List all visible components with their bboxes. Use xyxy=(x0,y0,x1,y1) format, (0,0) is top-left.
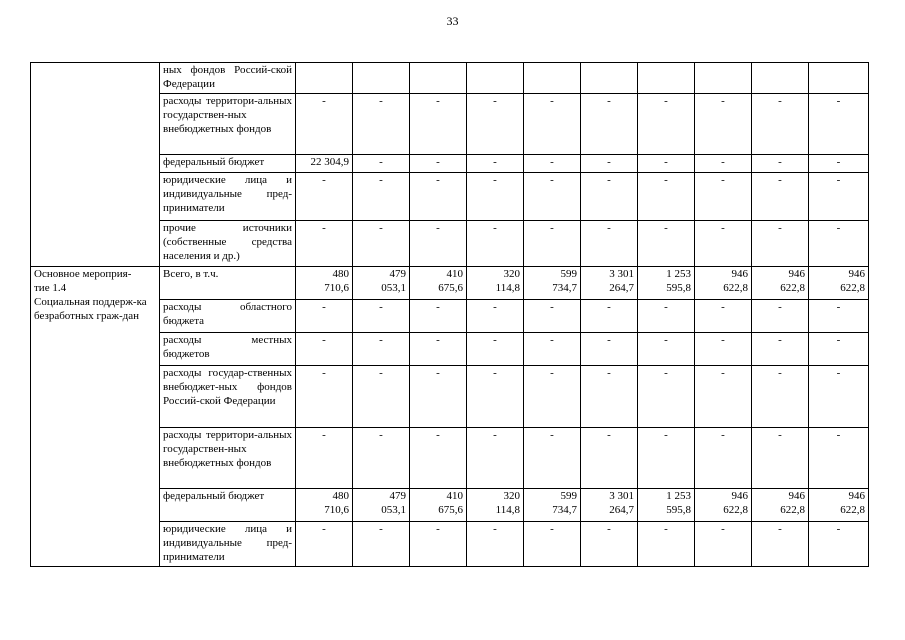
amount-line: 734,7 xyxy=(552,504,577,516)
amount-cell: - xyxy=(410,94,467,155)
funding-source-cell: федеральный бюджет xyxy=(160,155,296,173)
amount-cell xyxy=(581,267,638,300)
amount-cell: - xyxy=(524,428,581,489)
amount-cell: - xyxy=(410,522,467,567)
amount-line: 622,8 xyxy=(840,282,865,294)
amount-line: 622,8 xyxy=(723,504,748,516)
amount-cell xyxy=(467,489,524,522)
amount-line: 622,8 xyxy=(723,282,748,294)
amount-line: 053,1 xyxy=(381,282,406,294)
amount-line: 710,6 xyxy=(324,282,349,294)
amount-cell: - xyxy=(638,155,695,173)
amount-cell xyxy=(581,489,638,522)
funding-source-cell: расходы областного бюджета xyxy=(160,300,296,333)
amount-cell: - xyxy=(752,522,809,567)
event-cell-empty xyxy=(31,63,160,267)
amount-cell xyxy=(809,489,869,522)
amount-cell: - xyxy=(410,155,467,173)
amount-line: 675,6 xyxy=(438,282,463,294)
amount-cell: - xyxy=(752,333,809,366)
amount-cell xyxy=(695,489,752,522)
amount-line: 053,1 xyxy=(381,504,406,516)
event-name-line: Социальная поддерж-ка безработных граж-дан xyxy=(34,296,147,322)
amount-cell: - xyxy=(581,300,638,333)
amount-line: 320 xyxy=(503,268,520,280)
amount-cell: - xyxy=(524,333,581,366)
event-name-cell xyxy=(31,267,160,567)
amount-line: 410 xyxy=(446,490,463,502)
amount-cell xyxy=(410,489,467,522)
amount-cell xyxy=(524,489,581,522)
amount-cell: - xyxy=(695,155,752,173)
amount-cell xyxy=(296,267,353,300)
amount-cell: - xyxy=(581,173,638,221)
amount-cell: - xyxy=(296,428,353,489)
amount-cell: - xyxy=(467,94,524,155)
amount-cell: - xyxy=(353,155,410,173)
amount-line: 946 xyxy=(731,268,748,280)
amount-cell: - xyxy=(296,221,353,267)
amount-cell: - xyxy=(581,221,638,267)
amount-line: 480 xyxy=(332,268,349,280)
amount-cell: - xyxy=(809,300,869,333)
amount-cell xyxy=(638,63,695,94)
amount-cell: - xyxy=(296,333,353,366)
amount-cell: - xyxy=(467,173,524,221)
amount-cell: - xyxy=(296,300,353,333)
amount-cell xyxy=(695,267,752,300)
amount-cell: - xyxy=(296,94,353,155)
amount-cell: - xyxy=(467,428,524,489)
amount-cell: - xyxy=(353,300,410,333)
amount-cell: - xyxy=(809,522,869,567)
amount-cell: - xyxy=(638,94,695,155)
amount-cell: - xyxy=(296,522,353,567)
amount-line: 946 xyxy=(788,490,805,502)
amount-cell: - xyxy=(638,173,695,221)
amount-cell: - xyxy=(353,428,410,489)
amount-cell: - xyxy=(410,173,467,221)
amount-line: 480 xyxy=(332,490,349,502)
budget-table xyxy=(30,62,869,567)
amount-line: 3 301 xyxy=(609,490,634,502)
table-row xyxy=(31,267,869,300)
amount-cell: - xyxy=(752,221,809,267)
funding-source-cell: Всего, в т.ч. xyxy=(160,267,296,300)
amount-cell: - xyxy=(353,333,410,366)
amount-cell: - xyxy=(752,428,809,489)
amount-cell xyxy=(524,267,581,300)
amount-cell: - xyxy=(581,428,638,489)
amount-cell: - xyxy=(695,94,752,155)
amount-cell xyxy=(752,267,809,300)
amount-line: 114,8 xyxy=(495,282,520,294)
amount-cell xyxy=(809,63,869,94)
amount-line: 622,8 xyxy=(780,282,805,294)
funding-source-cell: юридические лица и индивидуальные пред-приниматели xyxy=(160,173,296,221)
amount-line: 1 253 xyxy=(666,268,691,280)
amount-cell xyxy=(638,267,695,300)
amount-cell: - xyxy=(353,366,410,428)
amount-cell xyxy=(524,63,581,94)
amount-line: 264,7 xyxy=(609,282,634,294)
amount-line: 675,6 xyxy=(438,504,463,516)
amount-cell: - xyxy=(467,155,524,173)
amount-line: 710,6 xyxy=(324,504,349,516)
amount-cell xyxy=(581,63,638,94)
amount-cell: - xyxy=(467,221,524,267)
amount-line: 320 xyxy=(503,490,520,502)
amount-cell xyxy=(410,267,467,300)
amount-line: 479 xyxy=(389,268,406,280)
event-name-line: Основное мероприя- xyxy=(34,268,132,280)
funding-source-cell: расходы местных бюджетов xyxy=(160,333,296,366)
amount-cell: - xyxy=(467,522,524,567)
amount-cell: - xyxy=(752,300,809,333)
amount-cell: - xyxy=(524,155,581,173)
amount-cell: - xyxy=(638,428,695,489)
amount-line: 264,7 xyxy=(609,504,634,516)
amount-cell: - xyxy=(638,221,695,267)
amount-cell: - xyxy=(524,221,581,267)
amount-cell: - xyxy=(581,94,638,155)
amount-cell: 22 304,9 xyxy=(296,155,353,173)
funding-source-cell: расходы территори-альных государствен-ных внебюджетных фондов xyxy=(160,94,296,155)
amount-cell xyxy=(467,267,524,300)
amount-cell xyxy=(752,63,809,94)
amount-cell: - xyxy=(752,366,809,428)
amount-line: 946 xyxy=(848,268,865,280)
amount-cell: - xyxy=(638,333,695,366)
amount-line: 599 xyxy=(560,490,577,502)
amount-cell: - xyxy=(581,333,638,366)
amount-cell: - xyxy=(410,366,467,428)
amount-cell: - xyxy=(638,300,695,333)
amount-cell: - xyxy=(581,522,638,567)
amount-cell: - xyxy=(752,173,809,221)
amount-line: 479 xyxy=(389,490,406,502)
amount-cell: - xyxy=(809,366,869,428)
amount-cell: - xyxy=(809,221,869,267)
amount-cell xyxy=(467,63,524,94)
amount-cell xyxy=(353,489,410,522)
event-name-line: тие 1.4 xyxy=(34,282,67,294)
amount-cell: - xyxy=(524,173,581,221)
amount-cell: - xyxy=(467,300,524,333)
amount-cell: - xyxy=(809,173,869,221)
amount-cell: - xyxy=(353,221,410,267)
amount-line: 599 xyxy=(560,268,577,280)
amount-cell xyxy=(353,63,410,94)
amount-cell: - xyxy=(410,333,467,366)
amount-cell xyxy=(695,63,752,94)
amount-cell xyxy=(638,489,695,522)
amount-cell: - xyxy=(638,522,695,567)
amount-cell: - xyxy=(410,300,467,333)
amount-cell: - xyxy=(809,333,869,366)
amount-cell: - xyxy=(695,173,752,221)
amount-cell: - xyxy=(581,366,638,428)
amount-cell xyxy=(752,489,809,522)
table-row xyxy=(31,63,869,94)
amount-cell: - xyxy=(296,366,353,428)
amount-cell: - xyxy=(467,366,524,428)
amount-line: 410 xyxy=(446,268,463,280)
amount-cell: - xyxy=(695,333,752,366)
amount-line: 946 xyxy=(788,268,805,280)
amount-cell: - xyxy=(809,94,869,155)
amount-line: 622,8 xyxy=(780,504,805,516)
amount-cell: - xyxy=(467,333,524,366)
funding-source-cell: федеральный бюджет xyxy=(160,489,296,522)
amount-line: 946 xyxy=(848,490,865,502)
amount-cell: - xyxy=(695,300,752,333)
amount-cell: - xyxy=(695,428,752,489)
amount-cell xyxy=(296,489,353,522)
amount-cell xyxy=(410,63,467,94)
amount-cell xyxy=(296,63,353,94)
amount-cell: - xyxy=(638,366,695,428)
amount-cell xyxy=(353,267,410,300)
amount-cell: - xyxy=(524,94,581,155)
amount-line: 622,8 xyxy=(840,504,865,516)
amount-cell: - xyxy=(809,155,869,173)
amount-cell: - xyxy=(353,94,410,155)
amount-cell xyxy=(809,267,869,300)
amount-cell: - xyxy=(695,522,752,567)
amount-cell: - xyxy=(524,366,581,428)
amount-cell: - xyxy=(524,300,581,333)
amount-cell: - xyxy=(353,522,410,567)
funding-source-cell: расходы территори-альных государствен-ных внебюджетных фондов xyxy=(160,428,296,489)
amount-cell: - xyxy=(695,221,752,267)
amount-cell: - xyxy=(296,173,353,221)
amount-line: 595,8 xyxy=(666,282,691,294)
amount-line: 946 xyxy=(731,490,748,502)
amount-cell: - xyxy=(809,428,869,489)
amount-cell: - xyxy=(752,94,809,155)
amount-line: 1 253 xyxy=(666,490,691,502)
amount-line: 114,8 xyxy=(495,504,520,516)
amount-cell: - xyxy=(524,522,581,567)
amount-cell: - xyxy=(752,155,809,173)
funding-source-cell: прочие источники (собственные средства населения и др.) xyxy=(160,221,296,267)
amount-cell: - xyxy=(695,366,752,428)
funding-source-cell: юридические лица и индивидуальные пред-приниматели xyxy=(160,522,296,567)
funding-source-cell: ных фондов Россий-ской Федерации xyxy=(160,63,296,94)
amount-cell: - xyxy=(410,221,467,267)
page-number: 33 xyxy=(446,14,459,28)
amount-cell: - xyxy=(353,173,410,221)
amount-line: 595,8 xyxy=(666,504,691,516)
amount-line: 734,7 xyxy=(552,282,577,294)
amount-cell: - xyxy=(581,155,638,173)
amount-line: 3 301 xyxy=(609,268,634,280)
funding-source-cell: расходы государ-ственных внебюджет-ных фондов Россий-ской Федерации xyxy=(160,366,296,428)
amount-cell: - xyxy=(410,428,467,489)
